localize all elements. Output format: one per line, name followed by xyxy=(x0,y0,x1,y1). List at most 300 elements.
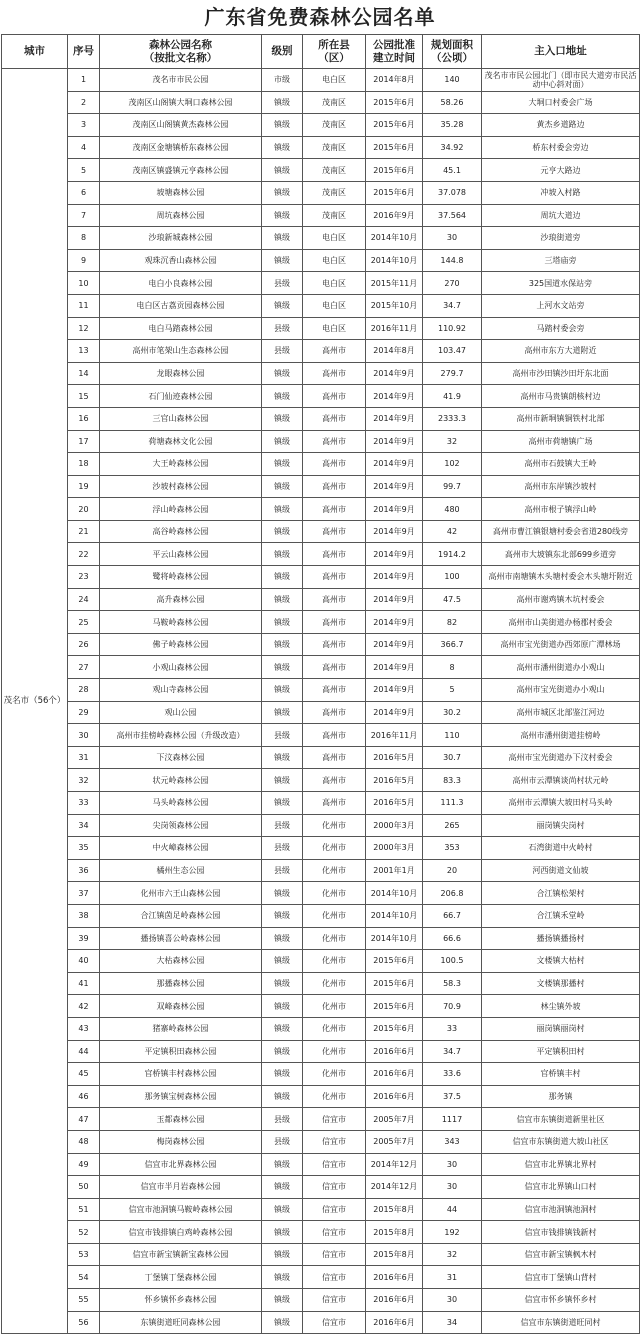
cell-name: 茂南区山阁镇黄杰森林公园 xyxy=(100,114,262,137)
cell-no: 53 xyxy=(68,1243,100,1266)
cell-name: 大王岭森林公园 xyxy=(100,453,262,476)
cell-level: 镇级 xyxy=(262,136,303,159)
cell-date: 2015年8月 xyxy=(366,1198,423,1221)
cell-level: 镇级 xyxy=(262,430,303,453)
cell-address: 高州市山美街道办杨郡村委会 xyxy=(482,611,640,634)
cell-name: 双峰森林公园 xyxy=(100,995,262,1018)
cell-county: 化州市 xyxy=(303,882,366,905)
cell-level: 镇级 xyxy=(262,1176,303,1199)
cell-name: 信宜市钱排镇白鸡岭森林公园 xyxy=(100,1221,262,1244)
cell-name: 茂南区金塘镇桥东森林公园 xyxy=(100,136,262,159)
cell-county: 化州市 xyxy=(303,1085,366,1108)
cell-no: 35 xyxy=(68,837,100,860)
cell-no: 55 xyxy=(68,1289,100,1312)
cell-county: 信宜市 xyxy=(303,1289,366,1312)
cell-address: 高州市荷塘镇广场 xyxy=(482,430,640,453)
cell-address: 高州市东方大道附近 xyxy=(482,340,640,363)
cell-no: 11 xyxy=(68,294,100,317)
cell-date: 2015年6月 xyxy=(366,995,423,1018)
cell-name: 信宜市北界森林公园 xyxy=(100,1153,262,1176)
cell-no: 4 xyxy=(68,136,100,159)
cell-county: 化州市 xyxy=(303,1040,366,1063)
cell-county: 化州市 xyxy=(303,995,366,1018)
cell-level: 镇级 xyxy=(262,1063,303,1086)
cell-no: 45 xyxy=(68,1063,100,1086)
cell-no: 20 xyxy=(68,498,100,521)
cell-level: 镇级 xyxy=(262,1311,303,1334)
cell-no: 16 xyxy=(68,407,100,430)
cell-address: 合江镇禾堂岭 xyxy=(482,904,640,927)
cell-level: 镇级 xyxy=(262,995,303,1018)
cell-name: 浮山岭森林公园 xyxy=(100,498,262,521)
cell-address: 信宜市北界镇山口村 xyxy=(482,1176,640,1199)
cell-date: 2014年9月 xyxy=(366,475,423,498)
header-area: 规划面积 （公顷） xyxy=(423,35,482,69)
cell-address: 高州市潘州街道办小观山 xyxy=(482,656,640,679)
table-row xyxy=(2,340,640,363)
cell-area: 70.9 xyxy=(423,995,482,1018)
cell-date: 2014年10月 xyxy=(366,882,423,905)
cell-date: 2015年11月 xyxy=(366,272,423,295)
cell-no: 9 xyxy=(68,249,100,272)
cell-county: 高州市 xyxy=(303,543,366,566)
cell-no: 21 xyxy=(68,520,100,543)
cell-address: 信宜市东镇街道旺同村 xyxy=(482,1311,640,1334)
cell-county: 化州市 xyxy=(303,837,366,860)
cell-no: 26 xyxy=(68,633,100,656)
cell-date: 2014年9月 xyxy=(366,385,423,408)
cell-no: 39 xyxy=(68,927,100,950)
table-row xyxy=(2,1040,640,1063)
cell-no: 18 xyxy=(68,453,100,476)
page-title: 广东省免费森林公园名单 xyxy=(204,5,436,29)
cell-name: 佛子岭森林公园 xyxy=(100,633,262,656)
cell-date: 2015年8月 xyxy=(366,1243,423,1266)
table-row xyxy=(2,475,640,498)
cell-address: 沙琅街道旁 xyxy=(482,227,640,250)
cell-area: 5 xyxy=(423,679,482,702)
cell-date: 2015年6月 xyxy=(366,136,423,159)
cell-name: 石门仙迹森林公园 xyxy=(100,385,262,408)
cell-area: 2333.3 xyxy=(423,407,482,430)
cell-county: 茂南区 xyxy=(303,159,366,182)
cell-address: 高州市谢鸡镇木坑村委会 xyxy=(482,588,640,611)
cell-county: 高州市 xyxy=(303,430,366,453)
table-row xyxy=(2,1130,640,1153)
cell-county: 化州市 xyxy=(303,972,366,995)
cell-area: 30 xyxy=(423,1153,482,1176)
cell-level: 镇级 xyxy=(262,701,303,724)
header-date: 公园批准 建立时间 xyxy=(366,35,423,69)
table-row xyxy=(2,859,640,882)
cell-level: 县级 xyxy=(262,1130,303,1153)
cell-no: 1 xyxy=(68,69,100,92)
cell-name: 马头岭森林公园 xyxy=(100,792,262,815)
cell-no: 28 xyxy=(68,679,100,702)
cell-county: 信宜市 xyxy=(303,1130,366,1153)
cell-no: 31 xyxy=(68,746,100,769)
cell-date: 2015年6月 xyxy=(366,950,423,973)
cell-no: 12 xyxy=(68,317,100,340)
cell-area: 30.2 xyxy=(423,701,482,724)
cell-address: 高州市曹江镇银塘村委会省道280线旁 xyxy=(482,520,640,543)
cell-area: 480 xyxy=(423,498,482,521)
cell-date: 2014年9月 xyxy=(366,362,423,385)
cell-county: 高州市 xyxy=(303,453,366,476)
cell-date: 2014年9月 xyxy=(366,588,423,611)
table-row xyxy=(2,611,640,634)
cell-level: 镇级 xyxy=(262,385,303,408)
cell-level: 镇级 xyxy=(262,972,303,995)
table-row xyxy=(2,498,640,521)
cell-no: 48 xyxy=(68,1130,100,1153)
table-row xyxy=(2,69,640,92)
cell-name: 丁堡镇丁堡森林公园 xyxy=(100,1266,262,1289)
cell-no: 52 xyxy=(68,1221,100,1244)
table-row xyxy=(2,520,640,543)
cell-no: 14 xyxy=(68,362,100,385)
cell-county: 高州市 xyxy=(303,498,366,521)
table-row xyxy=(2,114,640,137)
table-row xyxy=(2,588,640,611)
table-row xyxy=(2,159,640,182)
cell-area: 83.3 xyxy=(423,769,482,792)
cell-level: 镇级 xyxy=(262,746,303,769)
cell-date: 2000年3月 xyxy=(366,814,423,837)
cell-date: 2014年9月 xyxy=(366,701,423,724)
cell-no: 37 xyxy=(68,882,100,905)
cell-area: 1117 xyxy=(423,1108,482,1131)
cell-date: 2015年6月 xyxy=(366,114,423,137)
cell-name: 平定镇积田森林公园 xyxy=(100,1040,262,1063)
cell-address: 高州市宝光街道办西郊原广潭林场 xyxy=(482,633,640,656)
cell-address: 黄杰乡道路边 xyxy=(482,114,640,137)
cell-level: 镇级 xyxy=(262,656,303,679)
cell-area: 343 xyxy=(423,1130,482,1153)
cell-date: 2014年9月 xyxy=(366,498,423,521)
cell-area: 82 xyxy=(423,611,482,634)
cell-county: 信宜市 xyxy=(303,1243,366,1266)
cell-no: 50 xyxy=(68,1176,100,1199)
cell-address: 石湾街道中火岭村 xyxy=(482,837,640,860)
cell-no: 54 xyxy=(68,1266,100,1289)
cell-address: 高州市城区北部鉴江河边 xyxy=(482,701,640,724)
cell-date: 2000年3月 xyxy=(366,837,423,860)
cell-area: 66.6 xyxy=(423,927,482,950)
cell-area: 100.5 xyxy=(423,950,482,973)
cell-no: 19 xyxy=(68,475,100,498)
cell-address: 周坑大道边 xyxy=(482,204,640,227)
cell-address: 大垌口村委会广场 xyxy=(482,91,640,114)
cell-name: 中火嶂森林公园 xyxy=(100,837,262,860)
cell-county: 化州市 xyxy=(303,1017,366,1040)
cell-address: 高州市沙田镇沙田圩东北面 xyxy=(482,362,640,385)
cell-county: 化州市 xyxy=(303,927,366,950)
cell-no: 27 xyxy=(68,656,100,679)
cell-name: 信宜市池洞镇马鞍岭森林公园 xyxy=(100,1198,262,1221)
cell-area: 58.26 xyxy=(423,91,482,114)
cell-level: 镇级 xyxy=(262,927,303,950)
cell-county: 电白区 xyxy=(303,69,366,92)
cell-address: 信宜市新宝镇枫木村 xyxy=(482,1243,640,1266)
cell-address: 信宜市东镇街道新里社区 xyxy=(482,1108,640,1131)
cell-no: 34 xyxy=(68,814,100,837)
cell-level: 镇级 xyxy=(262,114,303,137)
cell-county: 高州市 xyxy=(303,566,366,589)
cell-county: 信宜市 xyxy=(303,1176,366,1199)
cell-date: 2015年8月 xyxy=(366,1221,423,1244)
cell-county: 电白区 xyxy=(303,294,366,317)
cell-area: 102 xyxy=(423,453,482,476)
cell-date: 2016年6月 xyxy=(366,1266,423,1289)
cell-county: 茂南区 xyxy=(303,136,366,159)
table-row xyxy=(2,1063,640,1086)
cell-date: 2016年6月 xyxy=(366,1289,423,1312)
cell-no: 46 xyxy=(68,1085,100,1108)
cell-area: 265 xyxy=(423,814,482,837)
cell-county: 信宜市 xyxy=(303,1221,366,1244)
header-row xyxy=(2,35,640,69)
cell-date: 2014年9月 xyxy=(366,633,423,656)
cell-level: 县级 xyxy=(262,859,303,882)
cell-date: 2014年12月 xyxy=(366,1153,423,1176)
table-row xyxy=(2,679,640,702)
cell-no: 43 xyxy=(68,1017,100,1040)
cell-name: 沙琅新城森林公园 xyxy=(100,227,262,250)
cell-no: 47 xyxy=(68,1108,100,1131)
cell-level: 镇级 xyxy=(262,769,303,792)
cell-county: 化州市 xyxy=(303,950,366,973)
table-row xyxy=(2,294,640,317)
cell-address: 高州市宝光街道办下汶村委会 xyxy=(482,746,640,769)
cell-date: 2016年5月 xyxy=(366,792,423,815)
cell-address: 河西街道文仙坡 xyxy=(482,859,640,882)
cell-level: 镇级 xyxy=(262,407,303,430)
cell-county: 电白区 xyxy=(303,272,366,295)
cell-name: 观山公园 xyxy=(100,701,262,724)
table-row xyxy=(2,1176,640,1199)
cell-county: 信宜市 xyxy=(303,1108,366,1131)
table-row xyxy=(2,204,640,227)
table-row xyxy=(2,904,640,927)
table-row xyxy=(2,972,640,995)
cell-area: 30 xyxy=(423,227,482,250)
cell-address: 信宜市北界镇北界村 xyxy=(482,1153,640,1176)
cell-level: 镇级 xyxy=(262,453,303,476)
cell-area: 32 xyxy=(423,1243,482,1266)
cell-area: 66.7 xyxy=(423,904,482,927)
cell-address: 合江镇松架村 xyxy=(482,882,640,905)
cell-level: 县级 xyxy=(262,814,303,837)
cell-no: 36 xyxy=(68,859,100,882)
cell-county: 高州市 xyxy=(303,385,366,408)
cell-no: 30 xyxy=(68,724,100,747)
cell-level: 镇级 xyxy=(262,294,303,317)
cell-county: 信宜市 xyxy=(303,1153,366,1176)
cell-no: 10 xyxy=(68,272,100,295)
cell-name: 梅岗森林公园 xyxy=(100,1130,262,1153)
cell-area: 33 xyxy=(423,1017,482,1040)
cell-level: 镇级 xyxy=(262,1017,303,1040)
cell-name: 那务镇宝树森林公园 xyxy=(100,1085,262,1108)
cell-name: 电白区古荔贡园森林公园 xyxy=(100,294,262,317)
cell-area: 41.9 xyxy=(423,385,482,408)
cell-area: 192 xyxy=(423,1221,482,1244)
cell-name: 状元岭森林公园 xyxy=(100,769,262,792)
cell-date: 2005年7月 xyxy=(366,1130,423,1153)
table-row xyxy=(2,814,640,837)
cell-date: 2001年1月 xyxy=(366,859,423,882)
cell-county: 高州市 xyxy=(303,746,366,769)
cell-level: 镇级 xyxy=(262,1153,303,1176)
cell-county: 电白区 xyxy=(303,227,366,250)
table-row xyxy=(2,1311,640,1334)
table-row xyxy=(2,430,640,453)
cell-name: 怀乡镇怀乡森林公园 xyxy=(100,1289,262,1312)
cell-name: 东镇街道旺同森林公园 xyxy=(100,1311,262,1334)
cell-area: 20 xyxy=(423,859,482,882)
cell-address: 高州市云潭镇大坡田村马头岭 xyxy=(482,792,640,815)
cell-county: 信宜市 xyxy=(303,1311,366,1334)
cell-no: 7 xyxy=(68,204,100,227)
cell-area: 1914.2 xyxy=(423,543,482,566)
table-row xyxy=(2,1266,640,1289)
cell-date: 2016年5月 xyxy=(366,746,423,769)
cell-name: 电白马踏森林公园 xyxy=(100,317,262,340)
cell-name: 坡塘森林公园 xyxy=(100,181,262,204)
cell-date: 2014年9月 xyxy=(366,543,423,566)
table-row xyxy=(2,701,640,724)
cell-area: 111.3 xyxy=(423,792,482,815)
forest-park-table xyxy=(1,34,640,1334)
cell-county: 高州市 xyxy=(303,724,366,747)
cell-name: 周坑森林公园 xyxy=(100,204,262,227)
cell-address: 信宜市钱排镇钱新村 xyxy=(482,1221,640,1244)
cell-county: 高州市 xyxy=(303,407,366,430)
cell-level: 镇级 xyxy=(262,475,303,498)
cell-address: 信宜市东镇街道大坡山社区 xyxy=(482,1130,640,1153)
cell-area: 99.7 xyxy=(423,475,482,498)
cell-address: 平定镇积田村 xyxy=(482,1040,640,1063)
cell-county: 茂南区 xyxy=(303,181,366,204)
table-row xyxy=(2,1085,640,1108)
cell-area: 144.8 xyxy=(423,249,482,272)
cell-date: 2015年6月 xyxy=(366,159,423,182)
cell-address: 高州市云潭镇谈尚村状元岭 xyxy=(482,769,640,792)
cell-no: 24 xyxy=(68,588,100,611)
cell-address: 信宜市池洞镇池洞村 xyxy=(482,1198,640,1221)
cell-date: 2014年9月 xyxy=(366,566,423,589)
cell-level: 镇级 xyxy=(262,1198,303,1221)
table-row xyxy=(2,1108,640,1131)
cell-area: 47.5 xyxy=(423,588,482,611)
cell-name: 平云山森林公园 xyxy=(100,543,262,566)
cell-area: 279.7 xyxy=(423,362,482,385)
cell-name: 马鞍岭森林公园 xyxy=(100,611,262,634)
cell-area: 42 xyxy=(423,520,482,543)
cell-name: 官桥镇丰村森林公园 xyxy=(100,1063,262,1086)
cell-address: 丽岗镇丽岗村 xyxy=(482,1017,640,1040)
cell-date: 2014年8月 xyxy=(366,69,423,92)
cell-name: 茂南区镇盛镇元亨森林公园 xyxy=(100,159,262,182)
cell-address: 高州市宝光街道办小观山 xyxy=(482,679,640,702)
cell-name: 高州市挂榜岭森林公园（升级改造） xyxy=(100,724,262,747)
cell-level: 镇级 xyxy=(262,633,303,656)
cell-no: 15 xyxy=(68,385,100,408)
cell-date: 2014年9月 xyxy=(366,656,423,679)
cell-area: 34.7 xyxy=(423,1040,482,1063)
cell-area: 110.92 xyxy=(423,317,482,340)
cell-address: 高州市大坡镇东北部699乡道旁 xyxy=(482,543,640,566)
cell-county: 化州市 xyxy=(303,814,366,837)
header-level: 级别 xyxy=(262,35,303,69)
cell-address: 信宜市怀乡镇怀乡村 xyxy=(482,1289,640,1312)
cell-county: 电白区 xyxy=(303,249,366,272)
table-row xyxy=(2,724,640,747)
cell-level: 镇级 xyxy=(262,1085,303,1108)
table-row xyxy=(2,1243,640,1266)
cell-address: 播扬镇播扬村 xyxy=(482,927,640,950)
cell-county: 茂南区 xyxy=(303,91,366,114)
cell-name: 玉都森林公园 xyxy=(100,1108,262,1131)
cell-county: 高州市 xyxy=(303,656,366,679)
cell-area: 31 xyxy=(423,1266,482,1289)
cell-address: 上河水文站旁 xyxy=(482,294,640,317)
cell-level: 县级 xyxy=(262,340,303,363)
cell-county: 化州市 xyxy=(303,904,366,927)
cell-address: 元亨大路边 xyxy=(482,159,640,182)
table-row xyxy=(2,769,640,792)
cell-level: 镇级 xyxy=(262,1243,303,1266)
cell-date: 2014年10月 xyxy=(366,904,423,927)
cell-level: 镇级 xyxy=(262,249,303,272)
cell-area: 353 xyxy=(423,837,482,860)
cell-name: 高升森林公园 xyxy=(100,588,262,611)
cell-level: 镇级 xyxy=(262,588,303,611)
table-row xyxy=(2,950,640,973)
cell-date: 2014年9月 xyxy=(366,430,423,453)
table-row xyxy=(2,746,640,769)
table-row xyxy=(2,1289,640,1312)
cell-no: 22 xyxy=(68,543,100,566)
cell-date: 2016年9月 xyxy=(366,204,423,227)
cell-name: 三官山森林公园 xyxy=(100,407,262,430)
cell-area: 34.92 xyxy=(423,136,482,159)
cell-name: 高谷岭森林公园 xyxy=(100,520,262,543)
cell-county: 信宜市 xyxy=(303,1198,366,1221)
cell-date: 2014年9月 xyxy=(366,611,423,634)
cell-level: 市级 xyxy=(262,69,303,92)
cell-county: 高州市 xyxy=(303,340,366,363)
cell-name: 沙坡村森林公园 xyxy=(100,475,262,498)
cell-level: 县级 xyxy=(262,317,303,340)
cell-name: 合江镇茵足岭森林公园 xyxy=(100,904,262,927)
table-row xyxy=(2,91,640,114)
cell-address: 桥东村委会旁边 xyxy=(482,136,640,159)
cell-level: 镇级 xyxy=(262,227,303,250)
table-row xyxy=(2,249,640,272)
cell-address: 官桥镇丰村 xyxy=(482,1063,640,1086)
cell-date: 2014年9月 xyxy=(366,407,423,430)
cell-level: 县级 xyxy=(262,724,303,747)
cell-no: 40 xyxy=(68,950,100,973)
cell-level: 镇级 xyxy=(262,498,303,521)
cell-level: 镇级 xyxy=(262,882,303,905)
cell-level: 镇级 xyxy=(262,91,303,114)
cell-name: 大枯森林公园 xyxy=(100,950,262,973)
cell-date: 2014年10月 xyxy=(366,927,423,950)
cell-level: 镇级 xyxy=(262,792,303,815)
